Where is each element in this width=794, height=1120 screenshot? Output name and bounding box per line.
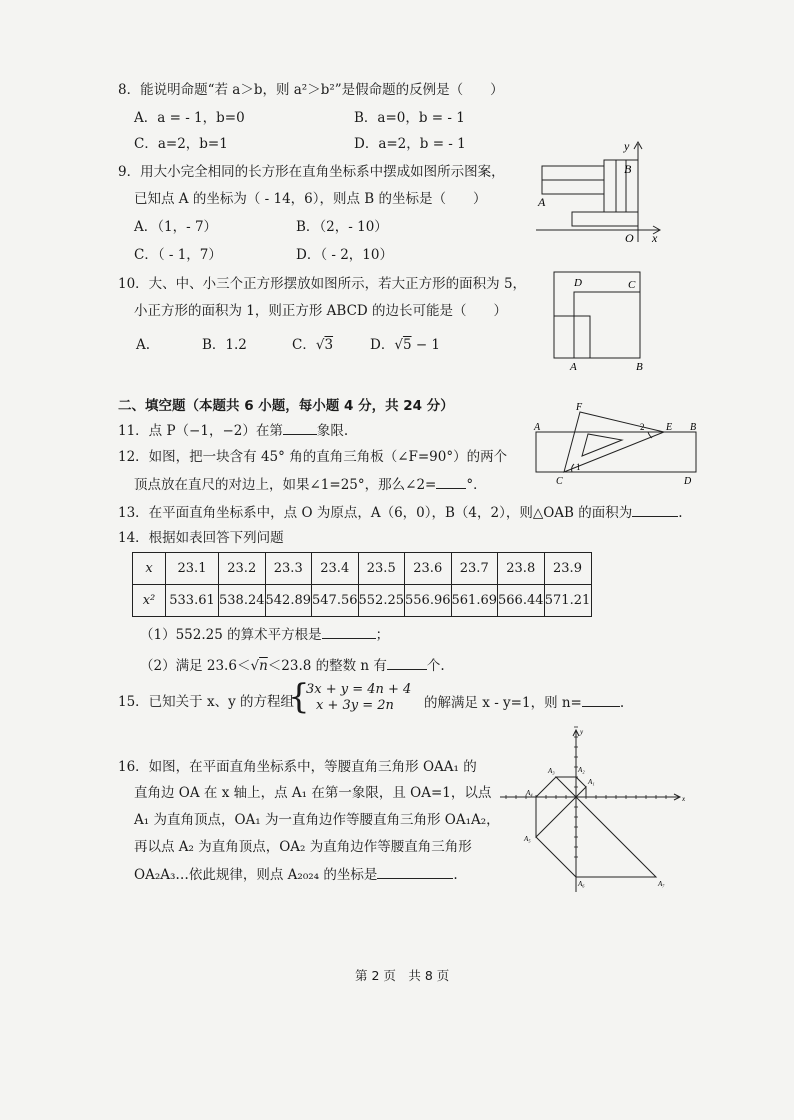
table-cell: 23.7 [451, 553, 498, 585]
q16-label-a7: A₇ [658, 880, 665, 888]
q14-sub1-answer-blank[interactable] [322, 624, 376, 639]
q9-label-a: A [538, 195, 546, 209]
table-cell: 23.3 [265, 553, 312, 585]
q10-label-a: A [570, 361, 577, 372]
q14-sub2-answer-blank[interactable] [387, 655, 427, 670]
q16-triangle-oa3a4 [536, 777, 576, 797]
table-cell: 23.1 [166, 553, 219, 585]
q13-answer-blank[interactable] [632, 502, 678, 517]
q16-line1: 16．如图，在平面直角坐标系中，等腰直角三角形 OAA₁ 的 [118, 759, 477, 775]
q10-small-square [554, 316, 590, 358]
q10-label-d: D [574, 277, 582, 289]
q9-label-o: O [625, 231, 634, 245]
q16-line5: OA₂A₃…依此规律，则点 A₂₀₂₄ 的坐标是 . [134, 864, 458, 885]
q9-label-b: B [624, 162, 632, 176]
q14-sub2: （2）满足 23.6＜√n＜23.8 的整数 n 有 个. [140, 655, 445, 676]
table-cell: 547.56 [312, 585, 359, 617]
q16-label-a3: A₃ [548, 767, 555, 775]
q16-label-a5: A₅ [524, 835, 531, 843]
q16-answer-blank[interactable] [377, 864, 453, 879]
section-fill-in-heading: 二、填空题（本题共 6 小题，每小题 4 分，共 24 分） [118, 398, 454, 414]
q9-stem-line2: 已知点 A 的坐标为（ - 14，6），则点 B 的坐标是（ ） [134, 191, 487, 207]
q8-stem: 8．能说明命题“若 a＞b，则 a²＞b²”是假命题的反例是（ ） [118, 82, 504, 98]
q15-eq2: x + 3y = 2n [316, 698, 394, 713]
q8-option-b: B．a=0，b = - 1 [354, 110, 465, 126]
q16-label-x: x [682, 795, 686, 803]
q9-figure [532, 138, 668, 248]
q12-line1: 12．如图，把一块含有 45° 角的直角三角板（∠F=90°）的两个 [118, 449, 508, 465]
q16-label-a1: A₁ [588, 778, 595, 786]
q9-option-c: C．（ - 1，7） [134, 247, 222, 263]
table-cell: 566.44 [498, 585, 545, 617]
q16-triangle-oa5a6 [536, 797, 576, 877]
q16-triangle-oa6a7 [576, 797, 656, 877]
q9-stem-line1: 9．用大小完全相同的长方形在直角坐标系中摆成如图所示图案， [118, 164, 505, 180]
q16-triangle-oa4a5 [536, 797, 576, 837]
q11-answer-blank[interactable] [283, 420, 317, 435]
q16-line3: A₁ 为直角顶点，OA₁ 为一直角边作等腰直角三角形 OA₁A₂， [134, 812, 500, 828]
table-header-x-squared: x² [133, 585, 166, 617]
q13: 13．在平面直角坐标系中，点 O 为原点，A（6，0），B（4，2），则△OAB 的面积为 . [118, 502, 683, 523]
q9-option-d: D．（ - 2，10） [296, 247, 393, 263]
q15-after: 的解满足 x - y=1，则 n= . [424, 692, 624, 713]
q15-eq1: 3x + y = 4n + 4 [306, 682, 412, 697]
q10-figure [546, 266, 650, 372]
table-cell: 533.61 [166, 585, 219, 617]
q9-label-x: x [652, 231, 658, 245]
q12-triangle-inner [582, 434, 622, 456]
table-cell: 556.96 [405, 585, 452, 617]
q10-option-a: A. [136, 337, 151, 353]
table-cell: 538.24 [219, 585, 266, 617]
table-cell: 561.69 [451, 585, 498, 617]
q10-stem-line2: 小正方形的面积为 1，则正方形 ABCD 的边长可能是（ ） [134, 303, 508, 319]
q10-square-abcd [574, 292, 640, 358]
q9-rect [604, 160, 616, 212]
q12-label-d: D [684, 476, 692, 487]
q12-label-e: E [666, 422, 673, 433]
q9-rect [572, 212, 638, 226]
q12-figure [530, 400, 702, 490]
q9-option-a: A．（1，- 7） [134, 219, 218, 235]
q16-line2: 直角边 OA 在 x 轴上，点 A₁ 在第一象限，且 OA=1，以点 [134, 785, 492, 801]
table-cell: 542.89 [265, 585, 312, 617]
q15-before: 15．已知关于 x、y 的方程组 [118, 694, 295, 710]
q11: 11．点 P（−1，−2）在第 象限. [118, 420, 348, 441]
q9-label-y: y [624, 139, 630, 153]
table-cell: 23.4 [312, 553, 359, 585]
q9-rect [542, 180, 604, 194]
q10-label-b: B [636, 361, 643, 372]
table-cell: 23.6 [405, 553, 452, 585]
q12-answer-blank[interactable] [436, 474, 466, 489]
q12-ruler [536, 432, 696, 472]
q8-option-a: A．a = - 1，b=0 [134, 110, 245, 126]
q12-label-b: B [690, 422, 697, 433]
q16-label-a2: A₂ [578, 766, 585, 774]
q8-option-d: D．a=2，b = - 1 [354, 136, 466, 152]
page-footer: 第 2 页 共 8 页 [355, 968, 450, 983]
table-cell: 23.2 [219, 553, 266, 585]
q16-triangle-oaa1 [576, 787, 586, 797]
q12-label-c: C [556, 476, 563, 487]
q12-angle-2: 2 [640, 422, 645, 432]
q15-system [306, 682, 411, 714]
table-cell: 552.25 [358, 585, 405, 617]
q10-option-c-radicand: 3 [324, 337, 334, 353]
q15-answer-blank[interactable] [582, 692, 620, 707]
q14-stem: 14．根据如表回答下列问题 [118, 530, 284, 546]
table-row [133, 585, 592, 617]
q16-figure [494, 726, 686, 896]
q16-label-y: y [580, 728, 584, 736]
q15-brace: { [288, 677, 310, 717]
q12-line2: 顶点放在直尺的对边上，如果∠1=25°，那么∠2= °． [134, 474, 487, 495]
table-cell: 23.8 [498, 553, 545, 585]
q16-label-a6: A₆ [578, 880, 585, 888]
table-cell: 571.21 [544, 585, 591, 617]
q12-angle-1: 1 [576, 462, 581, 472]
q9-option-b: B．（2，- 10） [296, 219, 388, 235]
q9-rect [542, 166, 604, 180]
q12-label-a: A [534, 422, 541, 433]
q14-sub1: （1）552.25 的算术平方根是 ； [140, 624, 389, 645]
table-header-x: x [133, 553, 166, 585]
q10-option-d: D．√5 − 1 [370, 337, 441, 353]
q10-option-b: B．1.2 [202, 337, 247, 353]
q16-triangle-oa2a3 [556, 777, 576, 797]
q14-square-table [132, 552, 592, 617]
q8-option-c: C．a=2，b=1 [134, 136, 228, 152]
q12-label-f: F [576, 402, 583, 413]
table-cell: 23.9 [544, 553, 591, 585]
table-cell: 23.5 [358, 553, 405, 585]
q10-stem-line1: 10．大、中、小三个正方形摆放如图所示，若大正方形的面积为 5， [118, 276, 527, 292]
q16-label-a4: A₄ [526, 789, 533, 797]
table-row [133, 553, 592, 585]
q10-option-c: C．√3 [292, 337, 334, 353]
q16-line4: 再以点 A₂ 为直角顶点，OA₂ 为直角边作等腰直角三角形 [134, 839, 472, 855]
q10-label-c: C [628, 279, 636, 291]
q10-option-d-radicand: 5 [402, 337, 412, 353]
